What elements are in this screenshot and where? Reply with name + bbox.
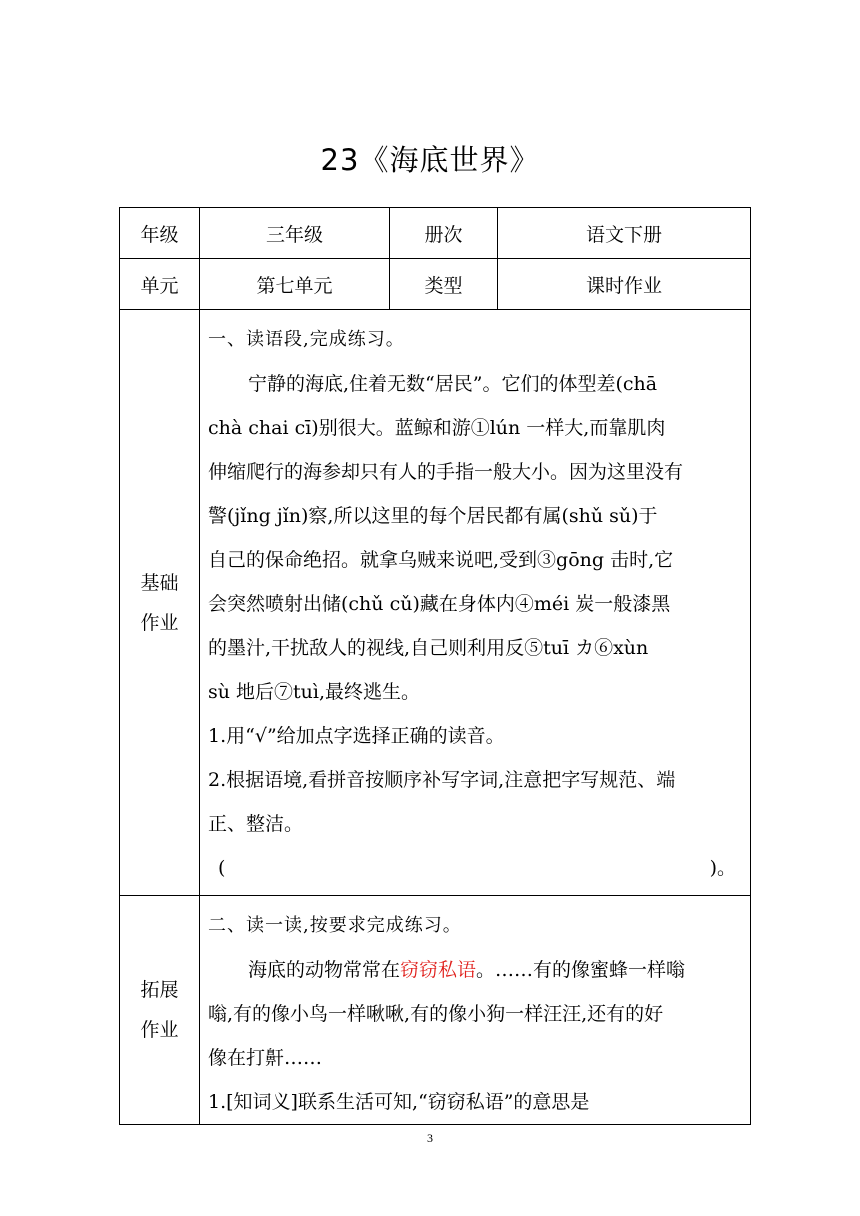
table-row	[120, 896, 751, 1125]
passage-line: 自己的保命绝招。就拿乌贼来说吧,受到③gōng 击时,它	[208, 549, 674, 571]
side-label-line: 拓展	[140, 979, 179, 1001]
passage-line: 伸缩爬行的海参却只有人的手指一般大小。因为这里没有	[208, 461, 684, 483]
table-row	[120, 208, 751, 259]
answer-blank[interactable]	[208, 846, 744, 890]
unit-value: 第七单元	[200, 259, 390, 310]
page-number: 3	[427, 1131, 433, 1145]
side-label-line: 作业	[140, 1019, 179, 1041]
extended-section-label	[120, 896, 200, 1125]
basic-section-label	[120, 310, 200, 896]
volume-label: 册次	[390, 208, 498, 259]
page-title: 23《海底世界》	[320, 143, 540, 177]
passage-line: 宁静的海底,住着无数“居民”。它们的体型差(chā	[248, 373, 658, 395]
close-paren: )。	[709, 857, 736, 879]
highlighted-phrase: 窃窃私语	[400, 959, 477, 981]
side-label-line: 基础	[140, 571, 179, 594]
passage-line: sù 地后⑦tuì,最终逃生。	[208, 681, 421, 703]
type-value: 课时作业	[498, 259, 751, 310]
question-1: 1.[知词义]联系生活可知,“窃窃私语”的意思是	[208, 1091, 590, 1113]
open-paren: (	[218, 857, 226, 879]
passage-line: 会突然喷射出储(chǔ cǔ)藏在身体内④méi 炭一般漆黑	[208, 593, 671, 615]
unit-label: 单元	[120, 259, 200, 310]
basic-section-content	[200, 310, 751, 896]
question-2: 2.根据语境,看拼音按顺序补写字词,注意把字写规范、端	[208, 769, 676, 791]
passage-text: 。……有的像蜜蜂一样嗡	[476, 959, 686, 981]
grade-value: 三年级	[200, 208, 390, 259]
passage-line: 警(jǐng jǐn)察,所以这里的每个居民都有属(shǔ sǔ)于	[208, 505, 658, 527]
section-heading: 二、读一读,按要求完成练习。	[208, 915, 462, 936]
volume-value: 语文下册	[498, 208, 751, 259]
table-row	[120, 310, 751, 896]
passage-line: 嗡,有的像小鸟一样啾啾,有的像小狗一样汪汪,还有的好	[208, 1003, 664, 1025]
passage-line: 像在打鼾……	[208, 1047, 323, 1069]
type-label: 类型	[390, 259, 498, 310]
question-1: 1.用“√”给加点字选择正确的读音。	[208, 725, 505, 747]
table-row	[120, 259, 751, 310]
passage-line: 的墨汁,干扰敌人的视线,自己则利用反⑤tuī カ⑥xùn	[208, 637, 649, 659]
extended-section-content	[200, 896, 751, 1125]
passage-text: 海底的动物常常在	[248, 959, 401, 981]
passage-line	[208, 948, 744, 992]
passage-line: chà chai cī)别很大。蓝鲸和游①lún 一样大,而靠肌肉	[208, 417, 666, 439]
question-2-continued: 正、整洁。	[208, 813, 304, 835]
homework-table	[119, 207, 751, 1125]
side-label-line: 作业	[140, 611, 179, 634]
grade-label: 年级	[120, 208, 200, 259]
section-heading: 一、读语段,完成练习。	[208, 329, 405, 350]
